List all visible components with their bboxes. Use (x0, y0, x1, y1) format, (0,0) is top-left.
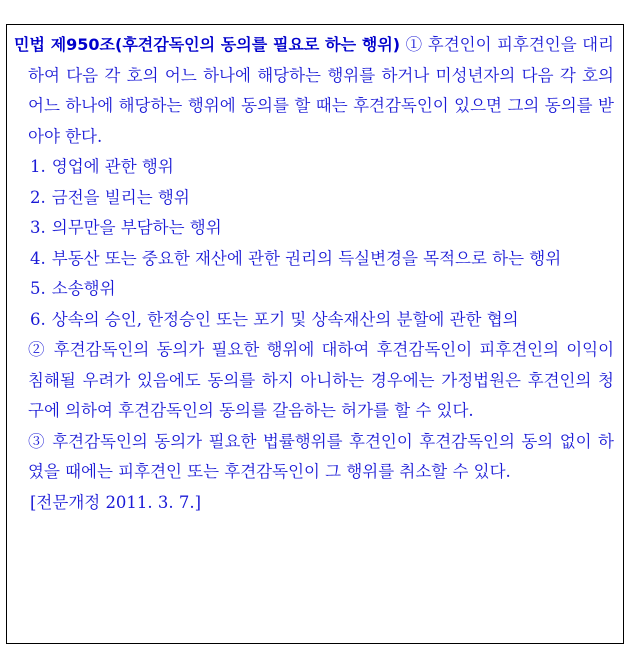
paragraph-3 (14, 427, 614, 488)
item-text: 금전을 빌리는 행위 (51, 187, 190, 207)
item-text: 영업에 관한 행위 (51, 157, 174, 176)
item-text: 부동산 또는 중요한 재산에 관한 권리의 득실변경을 목적으로 하는 행위 (51, 248, 562, 268)
list-item (14, 274, 614, 305)
paragraph-1-text: 후견인이 피후견인을 대리하여 다음 각 호의 어느 하나에 해당하는 행위를 하거나 미성년자의 다음 각 호의 어느 하나에 해당하는 행위에 동의를 할 때는 후견감독인이 있으면 그의 동의를 받아야 한다. (28, 35, 615, 146)
paragraph-2 (14, 335, 614, 427)
paragraph-1 (14, 30, 614, 152)
item-text: 상속의 승인, 한정승인 또는 포기 및 상속재산의 분할에 관한 협의 (51, 309, 519, 329)
item-number: 3. (30, 218, 46, 237)
item-number: 5. (30, 279, 46, 298)
paragraph-3-marker: ③ (28, 431, 46, 451)
item-list (14, 152, 614, 335)
item-number: 6. (30, 309, 46, 329)
item-text: 소송행위 (51, 279, 116, 298)
paragraph-3-text: 후견감독인의 동의가 필요한 법률행위를 후견인이 후견감독인의 동의 없이 하였을 때에는 피후견인 또는 후견감독인이 그 행위를 취소할 수 있다. (28, 431, 614, 481)
list-item (14, 183, 614, 214)
list-item (14, 244, 614, 275)
paragraph-1-marker: ① (405, 35, 423, 54)
list-item (14, 305, 614, 336)
item-number: 2. (30, 187, 46, 207)
paragraph-2-marker: ② (28, 340, 47, 359)
item-text: 의무만을 부담하는 행위 (51, 218, 222, 237)
law-article (14, 30, 614, 518)
list-item (14, 213, 614, 244)
item-number: 4. (30, 248, 46, 268)
article-heading: 민법 제950조(후견감독인의 동의를 필요로 하는 행위) (14, 35, 401, 54)
list-item (14, 152, 614, 183)
paragraph-2-text: 후견감독인의 동의가 필요한 행위에 대하여 후견감독인이 피후견인의 이익이 침해될 우려가 있음에도 동의를 하지 아니하는 경우에는 가정법원은 후견인의 청구에 의하여 후견감독인의 동의를 갈음하는 허가를 할 수 있다. (28, 340, 615, 420)
amendment-history: [전문개정 2011. 3. 7.] (30, 492, 202, 512)
item-number: 1. (30, 157, 46, 176)
